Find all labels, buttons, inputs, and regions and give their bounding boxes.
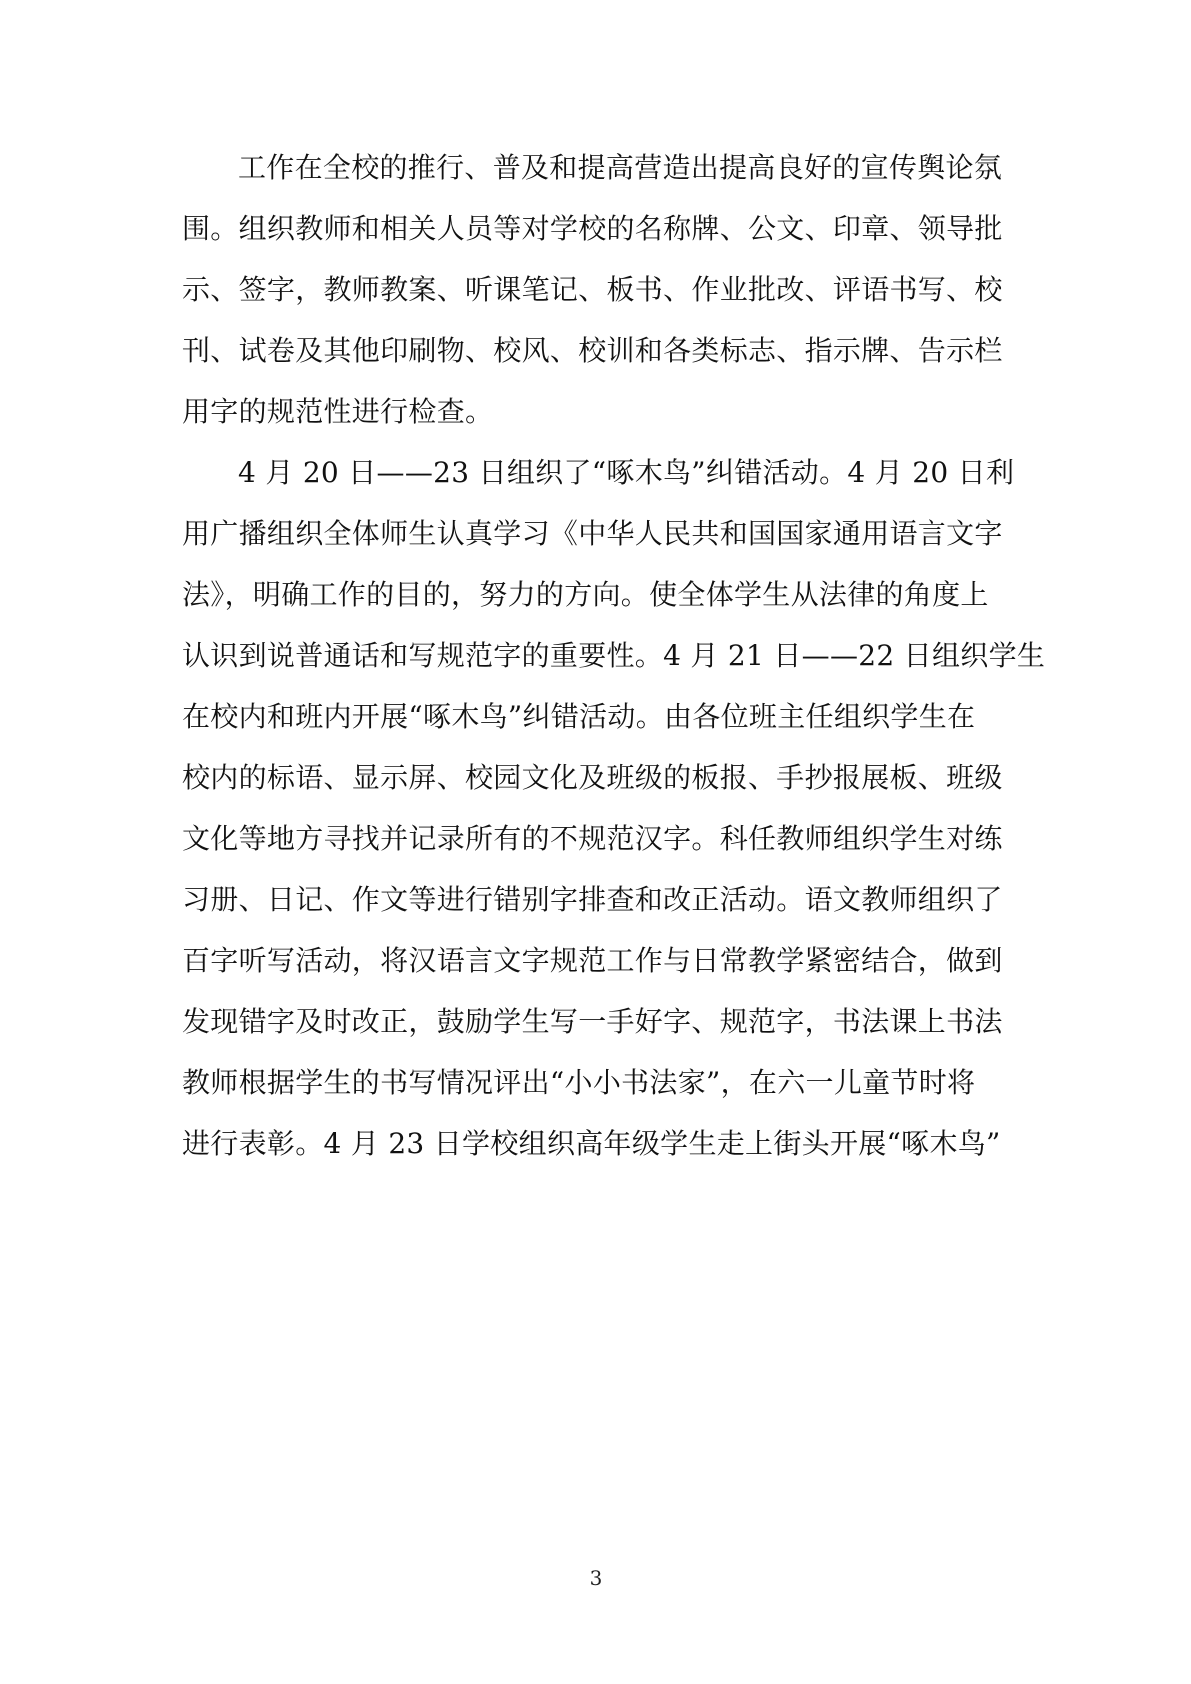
paragraph-2-line-8: 习册、日记、作文等进行错别字排查和改正活动。语文教师组织了 bbox=[182, 883, 1003, 916]
paragraph-2-line-11: 教师根据学生的书写情况评出“小小书法家”，在六一儿童节时将 bbox=[182, 1066, 976, 1099]
page-number: 3 bbox=[589, 1566, 603, 1590]
paragraph-2-line-9: 百字听写活动，将汉语言文字规范工作与日常教学紧密结合，做到 bbox=[182, 944, 1003, 977]
paragraph-1-line-1: 工作在全校的推行、普及和提高营造出提高良好的宣传舆论氛 bbox=[238, 151, 1003, 184]
paragraph-1-line-3: 示、签字，教师教案、听课笔记、板书、作业批改、评语书写、校 bbox=[182, 273, 1003, 306]
paragraph-2-line-6: 校内的标语、显示屏、校园文化及班级的板报、手抄报展板、班级 bbox=[182, 761, 1003, 794]
paragraph-2-line-1: 4 月 20 日——23 日组织了“啄木鸟”纠错活动。4 月 20 日利 bbox=[238, 456, 1015, 489]
paragraph-2-line-10: 发现错字及时改正，鼓励学生写一手好字、规范字，书法课上书法 bbox=[182, 1005, 1003, 1038]
paragraph-1-line-5: 用字的规范性进行检查。 bbox=[182, 395, 494, 428]
paragraph-2-line-7: 文化等地方寻找并记录所有的不规范汉字。科任教师组织学生对练 bbox=[182, 822, 1003, 855]
paragraph-2-line-2: 用广播组织全体师生认真学习《中华人民共和国国家通用语言文字 bbox=[182, 517, 1003, 550]
paragraph-2-line-12: 进行表彰。4 月 23 日学校组织高年级学生走上街头开展“啄木鸟” bbox=[182, 1127, 1001, 1160]
paragraph-2-line-4: 认识到说普通话和写规范字的重要性。4 月 21 日——22 日组织学生 bbox=[182, 639, 1046, 672]
paragraph-1-line-2: 围。组织教师和相关人员等对学校的名称牌、公文、印章、领导批 bbox=[182, 212, 1003, 245]
paragraph-2-line-3: 法》，明确工作的目的，努力的方向。使全体学生从法律的角度上 bbox=[182, 578, 989, 611]
paragraph-2-line-5: 在校内和班内开展“啄木鸟”纠错活动。由各位班主任组织学生在 bbox=[182, 700, 976, 733]
paragraph-1-line-4: 刊、试卷及其他印刷物、校风、校训和各类标志、指示牌、告示栏 bbox=[182, 334, 1003, 367]
